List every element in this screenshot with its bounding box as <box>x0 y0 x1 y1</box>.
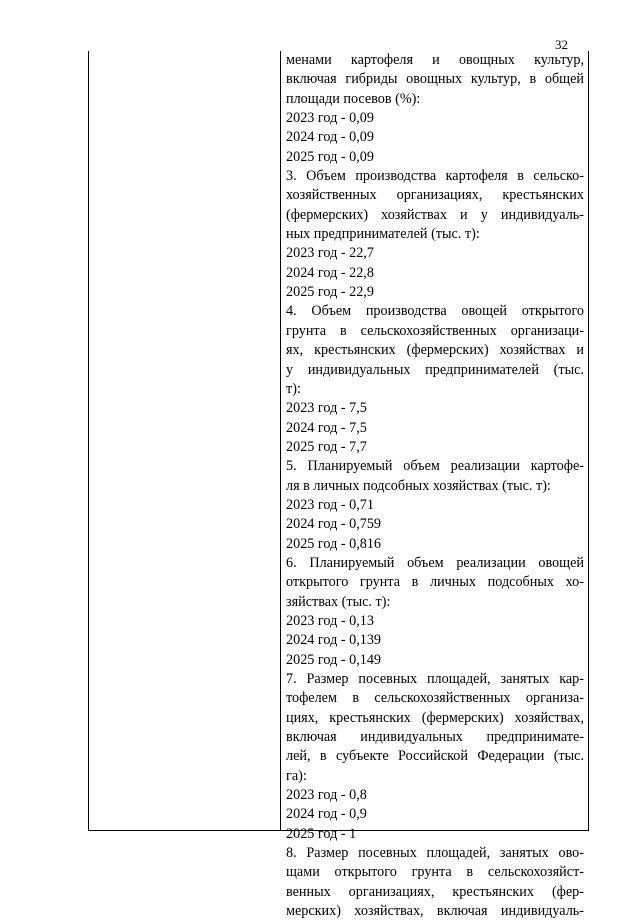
text-line: венных организациях, крестьянских (фер- <box>286 883 584 900</box>
text-line: т): <box>286 380 301 397</box>
text-line: 2024 год - 7,5 <box>286 419 367 436</box>
text-line: тофелем в сельскохозяйственных организа- <box>286 690 584 707</box>
text-line: (фермерских) хозяйствах и у индивидуаль- <box>286 206 584 223</box>
text-line: 2023 год - 0,8 <box>286 787 367 804</box>
page-number: 32 <box>555 37 568 52</box>
text-line: лей, в субъекте Российской Федерации (тыс. <box>286 748 584 765</box>
text-line: 2024 год - 0,09 <box>286 129 374 146</box>
text-line: 5. Планируемый объем реализации картофе- <box>286 458 584 475</box>
text-line: 2023 год - 0,71 <box>286 496 374 513</box>
text-line: 7. Размер посевных площадей, занятых кар- <box>286 671 584 687</box>
text-line: 2024 год - 22,8 <box>286 264 374 281</box>
text-line: менами картофеля и овощных культур, <box>286 52 584 68</box>
text-line: 2023 год - 22,7 <box>286 245 374 262</box>
text-line: циях, крестьянских (фермерских) хозяйствах, <box>286 709 584 726</box>
text-line: 3. Объем производства картофеля в сельско- <box>286 168 584 185</box>
text-line: хозяйственных организациях, крестьянских <box>286 187 584 204</box>
document-table <box>88 51 589 920</box>
column-divider <box>280 51 281 830</box>
text-line: открытого грунта в личных подсобных хо- <box>286 574 584 591</box>
text-line: 2024 год - 0,139 <box>286 632 382 649</box>
text-line: 2025 год - 22,9 <box>286 284 374 301</box>
text-line: 2023 год - 0,09 <box>286 110 374 127</box>
text-line: 2025 год - 0,149 <box>286 651 382 668</box>
text-line: 4. Объем производства овощей открытого <box>286 303 584 320</box>
text-line: 2025 год - 0,816 <box>286 535 382 552</box>
text-line: у индивидуальных предпринимателей (тыс. <box>286 361 584 378</box>
text-line: зяйствах (тыс. т): <box>286 593 391 610</box>
text-line: 2025 год - 7,7 <box>286 438 367 455</box>
text-line: ях, крестьянских (фермерских) хозяйствах и <box>286 342 584 359</box>
text-line: 2025 год - 0,09 <box>286 148 374 165</box>
text-line: 2023 год - 7,5 <box>286 400 367 417</box>
text-line: включая индивидуальных предпринимате- <box>286 729 584 746</box>
text-line: га): <box>286 767 307 784</box>
text-line: включая гибриды овощных культур, в общей <box>286 71 584 88</box>
text-line: мерских) хозяйствах, включая индивидуаль- <box>286 903 584 920</box>
text-line: ля в личных подсобных хозяйствах (тыс. т): <box>286 477 551 494</box>
text-line: грунта в сельскохозяйственных организаци- <box>286 322 584 339</box>
table-cell-indicators <box>286 51 584 921</box>
text-line: площади посевов (%): <box>286 90 421 107</box>
text-line: 2023 год - 0,13 <box>286 612 374 629</box>
text-line: ных предпринимателей (тыс. т): <box>286 226 480 243</box>
text-line: 6. Планируемый объем реализации овощей <box>286 554 584 571</box>
text-line: 8. Размер посевных площадей, занятых ово- <box>286 845 584 862</box>
text-line: 2025 год - 1 <box>286 825 357 842</box>
text-line: 2024 год - 0,9 <box>286 806 367 823</box>
text-line: 2024 год - 0,759 <box>286 516 382 533</box>
text-line: щами открытого грунта в сельскохозяйст- <box>286 864 584 881</box>
